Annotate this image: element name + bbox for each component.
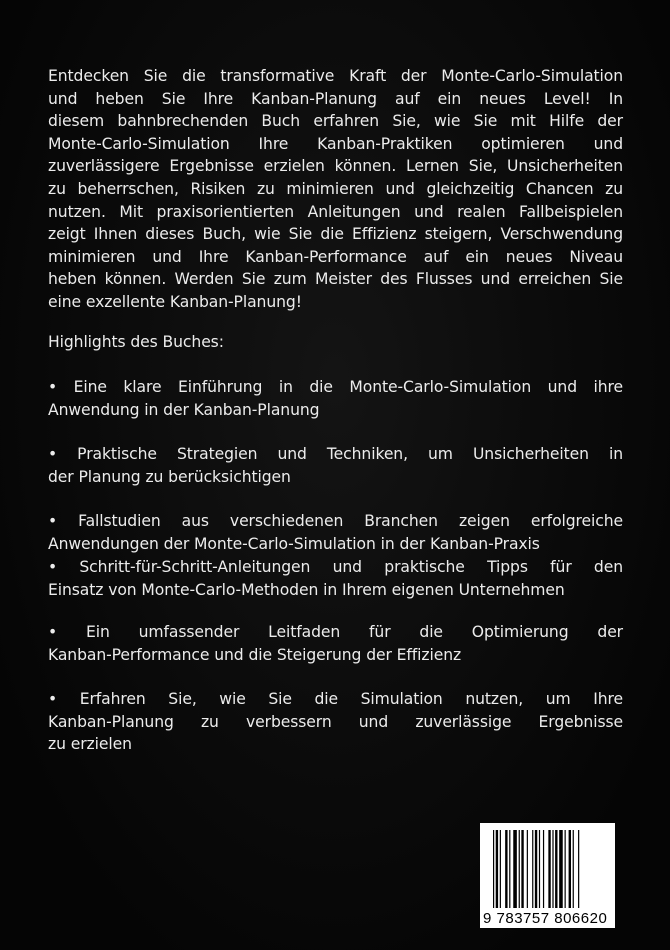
text-line: • Schritt-für-Schritt-Anleitungen und praktische Tipps für den (48, 558, 623, 576)
highlight-item (48, 688, 623, 756)
text-line: zu erzielen (48, 735, 132, 754)
text-line: Entdecken Sie die transformative Kraft der Monte-Carlo-Simulation (48, 67, 623, 85)
text-line: Einsatz von Monte-Carlo-Methoden in Ihrem eigenen Unternehmen (48, 580, 565, 599)
highlight-item (48, 376, 623, 421)
barcode-bar (505, 830, 507, 908)
barcode-bar (559, 830, 563, 908)
text-line: der Planung zu berücksichtigen (48, 467, 291, 486)
text-line: eine exzellente Kanban-Planung! (48, 292, 302, 311)
text-line: nutzen. Mit praxisorientierten Anleitungen und realen Fallbeispielen (48, 202, 623, 221)
isbn-barcode (480, 823, 615, 928)
barcode-bar (519, 830, 520, 908)
barcode-bar (527, 830, 528, 908)
highlight-item (48, 510, 623, 555)
barcode-bar (578, 830, 579, 908)
text-line: Monte-Carlo-Simulation Ihre Kanban-Praktiken optimieren und (48, 134, 623, 153)
highlight-item (48, 621, 623, 666)
text-line: zuverlässigere Ergebnisse erzielen können. Lernen Sie, Unsicherheiten (48, 157, 623, 176)
text-line: und heben Sie Ihre Kanban-Planung auf ein neues Level! In (48, 89, 623, 108)
barcode-bar (539, 830, 540, 908)
barcode-bar (573, 830, 574, 908)
text-line: • Erfahren Sie, wie Sie die Simulation nutzen, um Ihre (48, 690, 623, 708)
text-line: Kanban-Planung zu verbessern und zuverlässige Ergebnisse (48, 712, 623, 731)
text-line: diesem bahnbrechenden Buch erfahren Sie, wie Sie mit Hilfe der (48, 112, 623, 131)
barcode-bar (532, 830, 533, 908)
barcode-bar (500, 830, 501, 908)
isbn-number: 9 783757 806620 (483, 910, 608, 927)
barcode-bar (513, 830, 517, 908)
barcode-bar (565, 830, 566, 908)
barcode-bar (569, 830, 571, 908)
barcode-bar (555, 830, 557, 908)
text-line: Kanban-Performance und die Steigerung der Effizienz (48, 645, 462, 664)
barcode-bar (548, 830, 550, 908)
text-line: heben können. Werden Sie zum Meister des Flusses und erreichen Sie (48, 270, 623, 289)
highlight-item (48, 443, 623, 488)
highlights-heading: Highlights des Buches: (48, 333, 224, 351)
text-line: zu beherrschen, Risiken zu minimieren und gleichzeitig Chancen zu (48, 179, 623, 198)
text-line: Anwendung in der Kanban-Planung (48, 400, 320, 419)
barcode-bar (543, 830, 544, 908)
text-line: • Ein umfassender Leitfaden für die Optimierung der (48, 623, 623, 641)
text-line: • Praktische Strategien und Techniken, um Unsicherheiten in (48, 445, 623, 463)
barcode-bar (521, 830, 523, 908)
barcode-bars (493, 830, 605, 908)
text-line: Anwendungen der Monte-Carlo-Simulation in der Kanban-Praxis (48, 534, 540, 553)
text-line: minimieren und Ihre Kanban-Performance auf ein neues Niveau (48, 247, 623, 266)
text-line: • Eine klare Einführung in die Monte-Carlo-Simulation und ihre (48, 378, 623, 396)
intro-paragraph (48, 65, 623, 314)
barcode-bar (509, 830, 510, 908)
highlight-item (48, 556, 623, 601)
barcode-bar (535, 830, 537, 908)
barcode-bar (552, 830, 553, 908)
barcode-bar (496, 830, 498, 908)
text-line: zeigt Ihnen dieses Buch, wie Sie die Effizienz steigern, Verschwendung (48, 225, 623, 244)
text-line: • Fallstudien aus verschiedenen Branchen zeigen erfolgreiche (48, 512, 623, 530)
barcode-bar (493, 830, 494, 908)
